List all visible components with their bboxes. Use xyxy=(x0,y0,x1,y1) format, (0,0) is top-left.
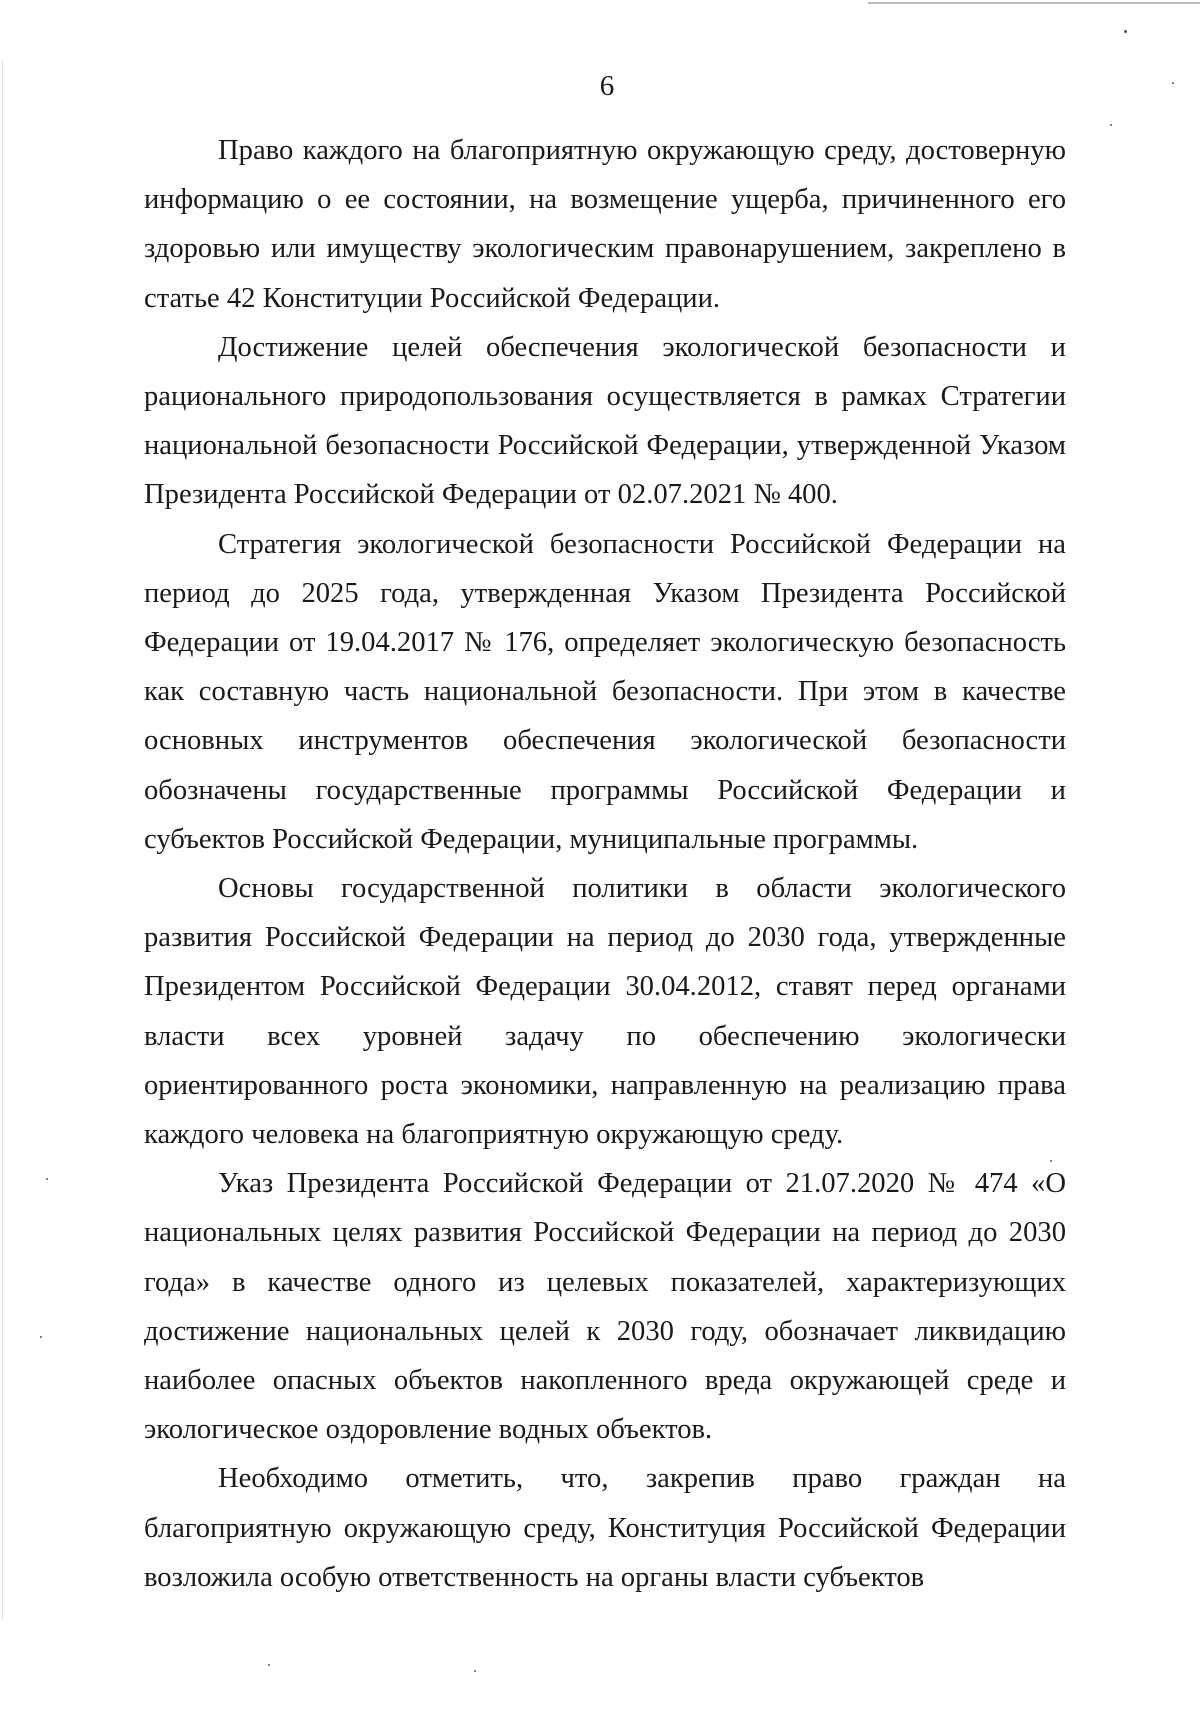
scan-speck xyxy=(40,1336,42,1338)
paragraph: Необходимо отметить, что, закрепив право граждан на благоприятную окружающую среду, Конституция Российской Федерации возложила особую ответственность на органы власти субъектов xyxy=(144,1463,1066,1593)
paragraph: Указ Президента Российской Федерации от 21.07.2020 № 474 «О национальных целях развития Российской Федерации на период до 2030 года» в качестве одного из целевых показателей, характеризующих достижение национальных целей к 2030 году, обозначает ликвидацию наиболее опасных объектов накопленного вреда окружающей среде и экологическое оздоровление водных объектов. xyxy=(144,1168,1066,1446)
document-body xyxy=(144,126,1066,1602)
scan-speck xyxy=(46,1178,48,1180)
paragraph: Стратегия экологической безопасности Российской Федерации на период до 2025 года, утвержденная Указом Президента Российской Федерации от 19.04.2017 № 176, определяет экологическую безопасность как составную часть национальной безопасности. При этом в качестве основных инструментов обеспечения экологической безопасности обозначены государственные программы Российской Федерации и субъектов Российской Федерации, муниципальные программы. xyxy=(144,528,1066,855)
scan-speck xyxy=(1124,30,1127,33)
scan-edge-line xyxy=(2,60,3,1620)
scan-edge-line xyxy=(868,2,1200,4)
paragraph: Основы государственной политики в области экологического развития Российской Федерации на период до 2030 года, утвержденные Президентом Российской Федерации 30.04.2012, ставят перед органами власти всех уровней задачу по обеспечению экологически ориентированного роста экономики, направленную на реализацию права каждого человека на благоприятную окружающую среду. xyxy=(144,873,1066,1151)
scan-speck xyxy=(268,1664,270,1666)
page-number: 6 xyxy=(599,70,615,102)
paragraph: Право каждого на благоприятную окружающую среду, достоверную информацию о ее состоянии, на возмещение ущерба, причиненного его здоровью или имуществу экологическим правонарушением, закреплено в статье 42 Конституции Российской Федерации. xyxy=(144,135,1066,314)
paragraph: Достижение целей обеспечения экологической безопасности и рационального природопользования осуществляется в рамках Стратегии национальной безопасности Российской Федерации, утвержденной Указом Президента Российской Федерации от 02.07.2021 № 400. xyxy=(144,331,1066,511)
scan-speck xyxy=(474,1670,476,1672)
scan-speck xyxy=(1110,124,1112,126)
